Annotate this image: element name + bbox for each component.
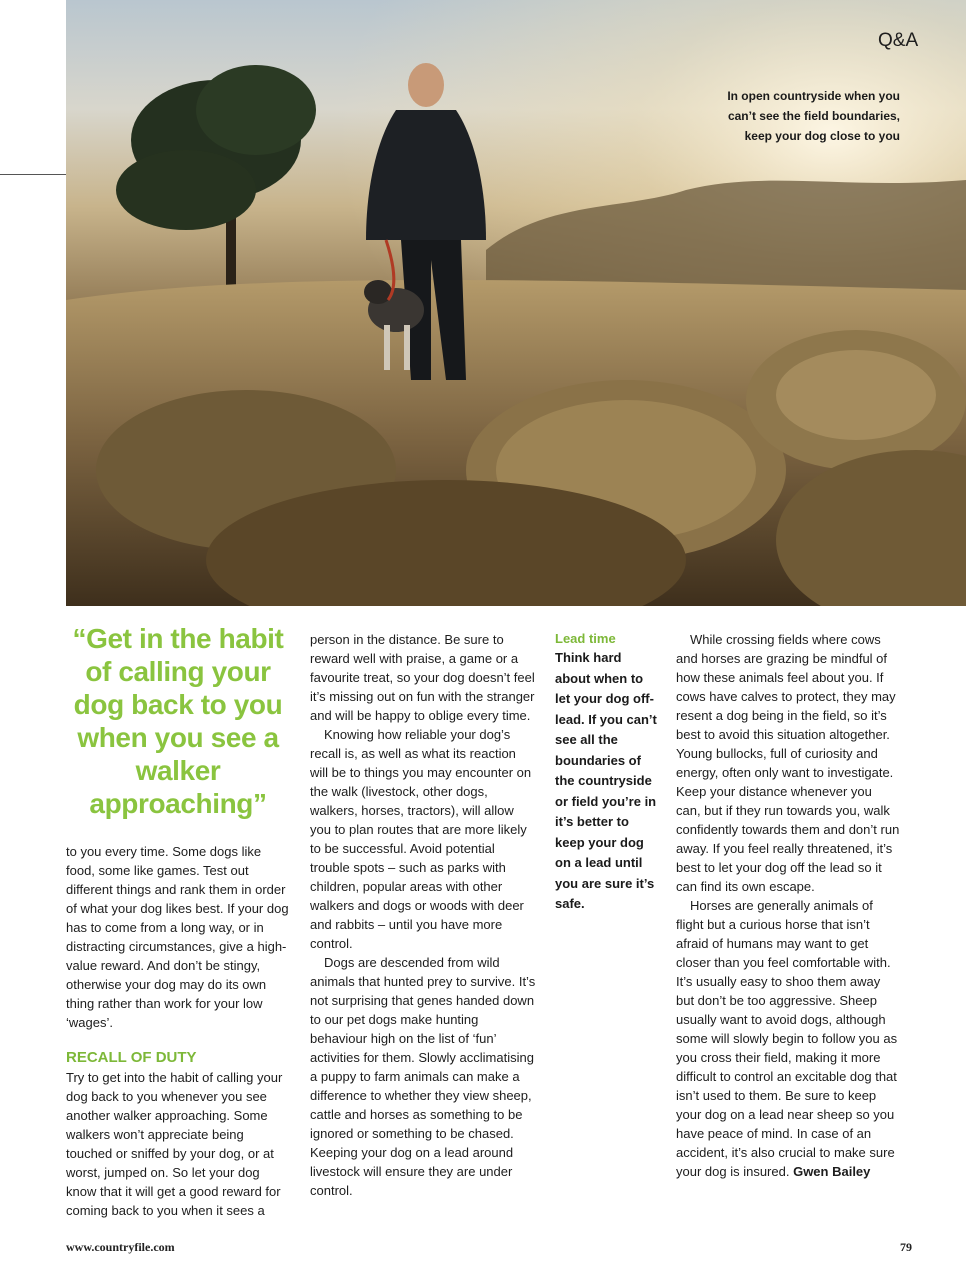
footer-url: www.countryfile.com — [66, 1240, 175, 1254]
body-paragraph — [676, 896, 900, 1181]
sidebar-heading: Lead time — [555, 631, 616, 646]
body-paragraph: Knowing how reliable your dog’s recall is, as well as what its reaction will be to things you may encounter on the walk (livestock, other dogs, walkers, horses, tractors), will allow you to plan routes that are more likely to be successful. Avoid potential trouble spots – such as parks with children, popular areas with other walkers and dogs or woods with deer and rabbits – until you have more control. — [310, 727, 532, 951]
page-number: 79 — [900, 1240, 912, 1254]
pull-quote: “Get in the habit of calling your dog back to you when you see a walker approaching” — [72, 623, 284, 819]
body-paragraph: to you every time. Some dogs like food, some like games. Test out different things and rank them in order of what your dog likes best. If your dog has to come from a long way, or in distracting circumstances, give a high-value reward. And don’t be stingy, otherwise your dog may do its own thing rather than work for your low ‘wages’. — [66, 844, 289, 1030]
sidebar-box — [555, 630, 659, 915]
body-paragraph: Dogs are descended from wild animals that hunted prey to survive. It’s not surprising that genes handed down to our pet dogs make hunting behaviour high on the list of ‘fun’ activities for them. Slowly acclimatising a puppy to farm animals can make a difference to whether they view sheep, cattle and horses as something to be ignored or something to be chased. Keeping your dog on a lead around livestock will ensure they are under control. — [310, 955, 536, 1198]
body-paragraph: While crossing fields where cows and horses are grazing be mindful of how these animals feel about you. If cows have calves to protect, they may resent a dog being in the field, so it’s best to avoid this situation altogether. Young bullocks, full of curiosity and energy, often only want to investigate. Keep your distance whenever you can, but if they run towards you, walk confidently towards them and don’t run away. If you feel really threatened, it’s best to let your dog off the lead so it can find its own escape. — [676, 632, 900, 894]
author-byline: Gwen Bailey — [793, 1164, 871, 1179]
column-2 — [310, 630, 536, 1200]
body-paragraph: Try to get into the habit of calling your dog back to you whenever you see another walker approaching. Some walkers won’t appreciate being touched or sniffed by your dog, or at worst, jumped on. So let your dog know that it will get a good reward for coming back to you when it sees a — [66, 1070, 283, 1218]
column-4 — [676, 630, 900, 1181]
margin-rule — [0, 174, 66, 175]
column-1 — [66, 842, 292, 1220]
paragraph-text: Horses are generally animals of flight but a curious horse that isn’t afraid of humans may want to get closer than you feel comfortable with. It’s usually easy to shoo them away but don’t be too aggressive. Sheep usually want to avoid dogs, although some will slowly begin to follow you as you cross their field, making it more difficult to control an excitable dog that isn’t used to them. Be sure to keep your dog on a lead near sheep so you have peace of mind. In case of an accident, it’s also crucial to make sure your dog is insured. — [676, 898, 898, 1179]
section-label: Q&A — [878, 30, 919, 51]
body-paragraph: person in the distance. Be sure to reward well with praise, a game or a favourite treat, so your dog doesn’t feel it’s missing out on fun with the stranger and will be happy to oblige every time. — [310, 632, 535, 723]
subheading: RECALL OF DUTY — [66, 1049, 197, 1066]
sidebar-body: Think hard about when to let your dog off-lead. If you can’t see all the boundaries of the countryside or field you’re in it’s better to keep your dog on a lead until you are sure it’s safe. — [555, 650, 657, 911]
photo-caption: In open countryside when you can’t see the field boundaries, keep your dog close to you — [727, 89, 900, 143]
